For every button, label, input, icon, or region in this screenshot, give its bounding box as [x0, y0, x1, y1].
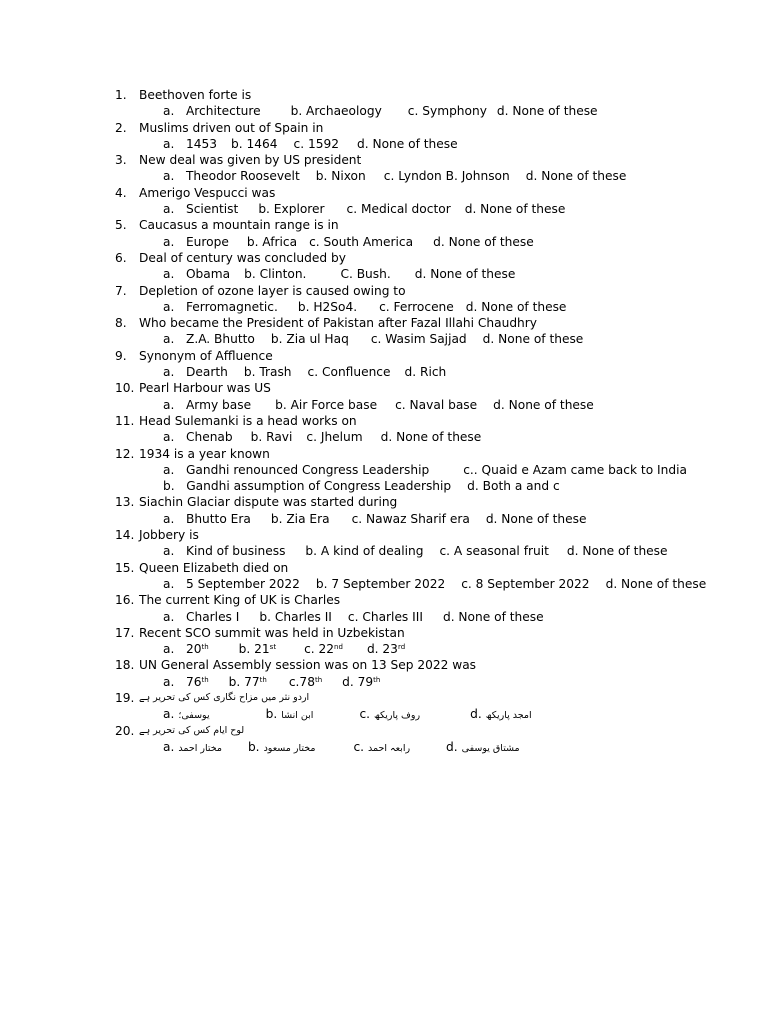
answer-option: a. Europe: [163, 234, 229, 249]
answer-option: d. None of these: [464, 202, 566, 217]
answer-option: [163, 739, 222, 757]
question-text: The current King of UK is Charles: [139, 593, 341, 608]
options-row: [115, 299, 755, 315]
answer-option: a. Obama: [163, 267, 231, 282]
question-number: 15.: [115, 560, 135, 575]
answer-option: b. Trash: [243, 365, 292, 380]
question-row: [115, 723, 755, 739]
answer-option: d. Rich: [404, 365, 447, 380]
answer-option: a. Architecture: [163, 104, 261, 119]
answer-option: b. H2So4.: [297, 299, 358, 314]
answer-option: a. Charles I: [163, 609, 240, 624]
options-row: [115, 266, 755, 282]
option-letter: c.: [353, 739, 365, 754]
question-number: 1.: [115, 88, 127, 102]
question-number: 16.: [115, 593, 135, 608]
answer-option: b. 7 September 2022: [315, 576, 446, 591]
question-text: لوح ایام کس کی تحریر ہے: [139, 724, 245, 736]
answer-option: d. None of these: [356, 136, 458, 151]
answer-option: a. 20th: [163, 642, 209, 657]
question-text: Amerigo Vespucci was: [139, 185, 276, 200]
answer-option: [353, 739, 410, 757]
question-number: 8.: [115, 316, 127, 331]
option-text: رابعہ احمد: [368, 742, 411, 754]
question-text: 1934 is a year known: [139, 446, 270, 461]
question-row: [115, 625, 755, 641]
question-text: Deal of century was concluded by: [139, 250, 346, 265]
options-row: [115, 234, 755, 250]
answer-option: a. Scientist: [163, 202, 239, 217]
options-row: [115, 103, 755, 119]
question-row: [115, 690, 755, 706]
answer-option: c. A seasonal fruit: [439, 544, 549, 559]
question-text: New deal was given by US president: [139, 153, 362, 168]
option-letter: b.: [265, 707, 278, 722]
question-row: [115, 527, 755, 543]
question-number: 12.: [115, 446, 135, 461]
options-row: [115, 201, 755, 217]
answer-option: c. South America: [309, 234, 414, 249]
question-text: Synonym of Affluence: [139, 348, 273, 363]
question-number: 2.: [115, 120, 127, 135]
options-row: [115, 576, 755, 592]
question-row: [115, 413, 755, 429]
question-row: [115, 315, 755, 331]
question-row: [115, 657, 755, 673]
answer-option: b. Clinton.: [244, 267, 307, 282]
option-text: مشتاق یوسفی: [461, 742, 520, 754]
question-number: 10.: [115, 381, 135, 396]
answer-option: b. Zia ul Haq: [270, 332, 349, 347]
options-row: [115, 543, 755, 559]
options-row: [115, 429, 755, 445]
answer-option: b. Explorer: [258, 202, 325, 217]
question-text: اردو نثر میں مزاح نگاری کس کی تحریر ہے: [139, 691, 310, 703]
option-text: امجد پاریکھ: [485, 710, 532, 722]
question-row: [115, 217, 755, 233]
answer-option: a. Kind of business: [163, 544, 286, 559]
answer-option: b. 1464: [230, 136, 278, 151]
question-row: [115, 152, 755, 168]
options-row: [115, 136, 755, 152]
question-text: Muslims driven out of Spain in: [139, 120, 324, 135]
answer-option: a. 76th: [163, 674, 209, 689]
answer-option: d. Both a and c: [467, 479, 560, 494]
answer-option: c. Naval base: [395, 397, 478, 412]
question-row: [115, 87, 755, 103]
answer-option: c. Ferrocene: [379, 299, 454, 314]
option-letter: b.: [247, 739, 260, 754]
answer-option: c. Jhelum: [306, 430, 363, 445]
answer-option: a. Army base: [163, 397, 252, 412]
answer-option: c. Nawaz Sharif era: [351, 511, 470, 526]
question-number: 6.: [115, 250, 127, 265]
answer-option: b. Charles II: [259, 609, 332, 624]
option-letter: a.: [163, 739, 175, 754]
ordinal-suffix: nd: [334, 643, 343, 652]
answer-option: b. A kind of dealing: [305, 544, 424, 559]
option-text: مختار مسعود: [263, 742, 316, 754]
answer-option: [446, 739, 520, 757]
answer-option: a. Chenab: [163, 430, 233, 445]
options-row: [115, 478, 755, 494]
answer-option: b. Ravi: [250, 430, 293, 445]
question-row: [115, 283, 755, 299]
answer-option: c.78th: [288, 674, 323, 689]
option-text: ابن انشا: [281, 710, 314, 722]
answer-option: a. Ferromagnetic.: [163, 299, 278, 314]
question-text: Siachin Glaciar dispute was started during: [139, 495, 398, 510]
answer-option: d. 79th: [342, 674, 381, 689]
option-letter: d.: [470, 707, 482, 722]
answer-option: a. Z.A. Bhutto: [163, 332, 255, 347]
answer-option: c. 22nd: [304, 642, 343, 657]
ordinal-suffix: th: [373, 675, 381, 684]
ordinal-suffix: th: [201, 675, 209, 684]
answer-option: b. Nixon: [315, 169, 366, 184]
options-row: [115, 397, 755, 413]
question-text: Head Sulemanki is a head works on: [139, 413, 357, 428]
options-row: [115, 462, 755, 478]
answer-option: d. None of these: [482, 332, 584, 347]
options-row: [115, 511, 755, 527]
question-text: Pearl Harbour was US: [139, 381, 271, 396]
answer-option: c. Confluence: [307, 365, 391, 380]
answer-option: d. None of these: [493, 397, 594, 412]
options-row: [115, 609, 755, 625]
option-letter: c.: [359, 707, 371, 722]
question-number: 7.: [115, 283, 127, 298]
answer-option: d. None of these: [605, 576, 707, 591]
answer-option: b. Zia Era: [270, 511, 330, 526]
answer-option: c. Lyndon B. Johnson: [383, 169, 510, 184]
answer-option: a. Theodor Roosevelt: [163, 169, 300, 184]
question-number: 19.: [115, 690, 135, 705]
ordinal-suffix: th: [314, 675, 323, 684]
answer-option: c. 8 September 2022: [461, 576, 590, 591]
answer-option: b. Africa: [246, 234, 298, 249]
question-row: [115, 592, 755, 608]
ordinal-suffix: th: [201, 643, 209, 652]
answer-option: d. None of these: [465, 299, 567, 314]
question-row: [115, 348, 755, 364]
question-list: [115, 87, 755, 755]
question-number: 14.: [115, 528, 135, 543]
question-row: [115, 120, 755, 136]
question-text: Jobbery is: [139, 528, 199, 543]
answer-option: c.. Quaid e Azam came back to India: [463, 462, 687, 477]
options-row: [115, 674, 755, 690]
answer-option: c. 1592: [293, 136, 339, 151]
answer-option: c. Symphony: [407, 104, 487, 119]
option-text: روف پاریکھ: [374, 710, 421, 722]
question-text: Who became the President of Pakistan after Fazal Illahi Chaudhry: [139, 316, 538, 331]
answer-option: C. Bush.: [340, 267, 391, 282]
answer-option: b. 77th: [228, 674, 267, 689]
answer-option: a. Dearth: [163, 365, 228, 380]
options-row: [115, 739, 755, 755]
question-text: UN General Assembly session was on 13 Sep 2022 was: [139, 658, 477, 673]
answer-option: d. None of these: [485, 511, 587, 526]
question-row: [115, 250, 755, 266]
answer-option: b. 21st: [238, 642, 277, 657]
ordinal-suffix: rd: [397, 643, 406, 652]
options-row: [115, 641, 755, 657]
ordinal-suffix: st: [269, 643, 277, 652]
question-row: [115, 446, 755, 462]
question-number: 20.: [115, 723, 135, 738]
ordinal-suffix: th: [259, 675, 267, 684]
answer-option: d. None of these: [442, 609, 544, 624]
answer-option: b. Air Force base: [275, 397, 378, 412]
answer-option: d. None of these: [566, 544, 668, 559]
answer-option: b. Gandhi assumption of Congress Leadership: [163, 479, 452, 494]
question-number: 3.: [115, 153, 127, 168]
answer-option: d. None of these: [496, 104, 598, 119]
question-number: 11.: [115, 413, 135, 428]
question-row: [115, 380, 755, 396]
answer-option: b. Archaeology: [290, 104, 382, 119]
option-letter: d.: [446, 739, 458, 754]
question-text: Depletion of ozone layer is caused owing to: [139, 283, 406, 298]
question-number: 18.: [115, 658, 135, 673]
answer-option: [248, 739, 316, 757]
answer-option: c. Medical doctor: [346, 202, 451, 217]
option-letter: a.: [163, 707, 175, 722]
answer-option: a. 5 September 2022: [163, 576, 300, 591]
question-number: 13.: [115, 495, 135, 510]
question-row: [115, 560, 755, 576]
answer-option: d. None of these: [414, 267, 516, 282]
options-row: [115, 331, 755, 347]
option-text: مختار احمد: [178, 742, 222, 754]
answer-option: a. Gandhi renounced Congress Leadership: [163, 462, 430, 477]
option-text: یوسفی؛: [178, 710, 210, 722]
question-text: Queen Elizabeth died on: [139, 560, 289, 575]
question-row: [115, 494, 755, 510]
question-number: 4.: [115, 185, 127, 200]
answer-option: d. None of these: [433, 234, 534, 249]
question-text: Recent SCO summit was held in Uzbekistan: [139, 625, 405, 640]
answer-option: a. Bhutto Era: [163, 511, 251, 526]
answer-option: d. 23rd: [366, 642, 406, 657]
answer-option: a. 1453: [163, 136, 217, 151]
answer-option: d. None of these: [380, 430, 482, 445]
question-number: 5.: [115, 218, 127, 233]
question-number: 9.: [115, 348, 127, 363]
options-row: [115, 706, 755, 722]
question-text: Beethoven forte is: [139, 88, 252, 102]
question-text: Caucasus a mountain range is in: [139, 218, 339, 233]
question-number: 17.: [115, 625, 135, 640]
answer-option: d. None of these: [525, 169, 627, 184]
answer-option: c. Wasim Sajjad: [370, 332, 467, 347]
question-row: [115, 185, 755, 201]
options-row: [115, 364, 755, 380]
answer-option: c. Charles III: [347, 609, 423, 624]
options-row: [115, 168, 755, 184]
